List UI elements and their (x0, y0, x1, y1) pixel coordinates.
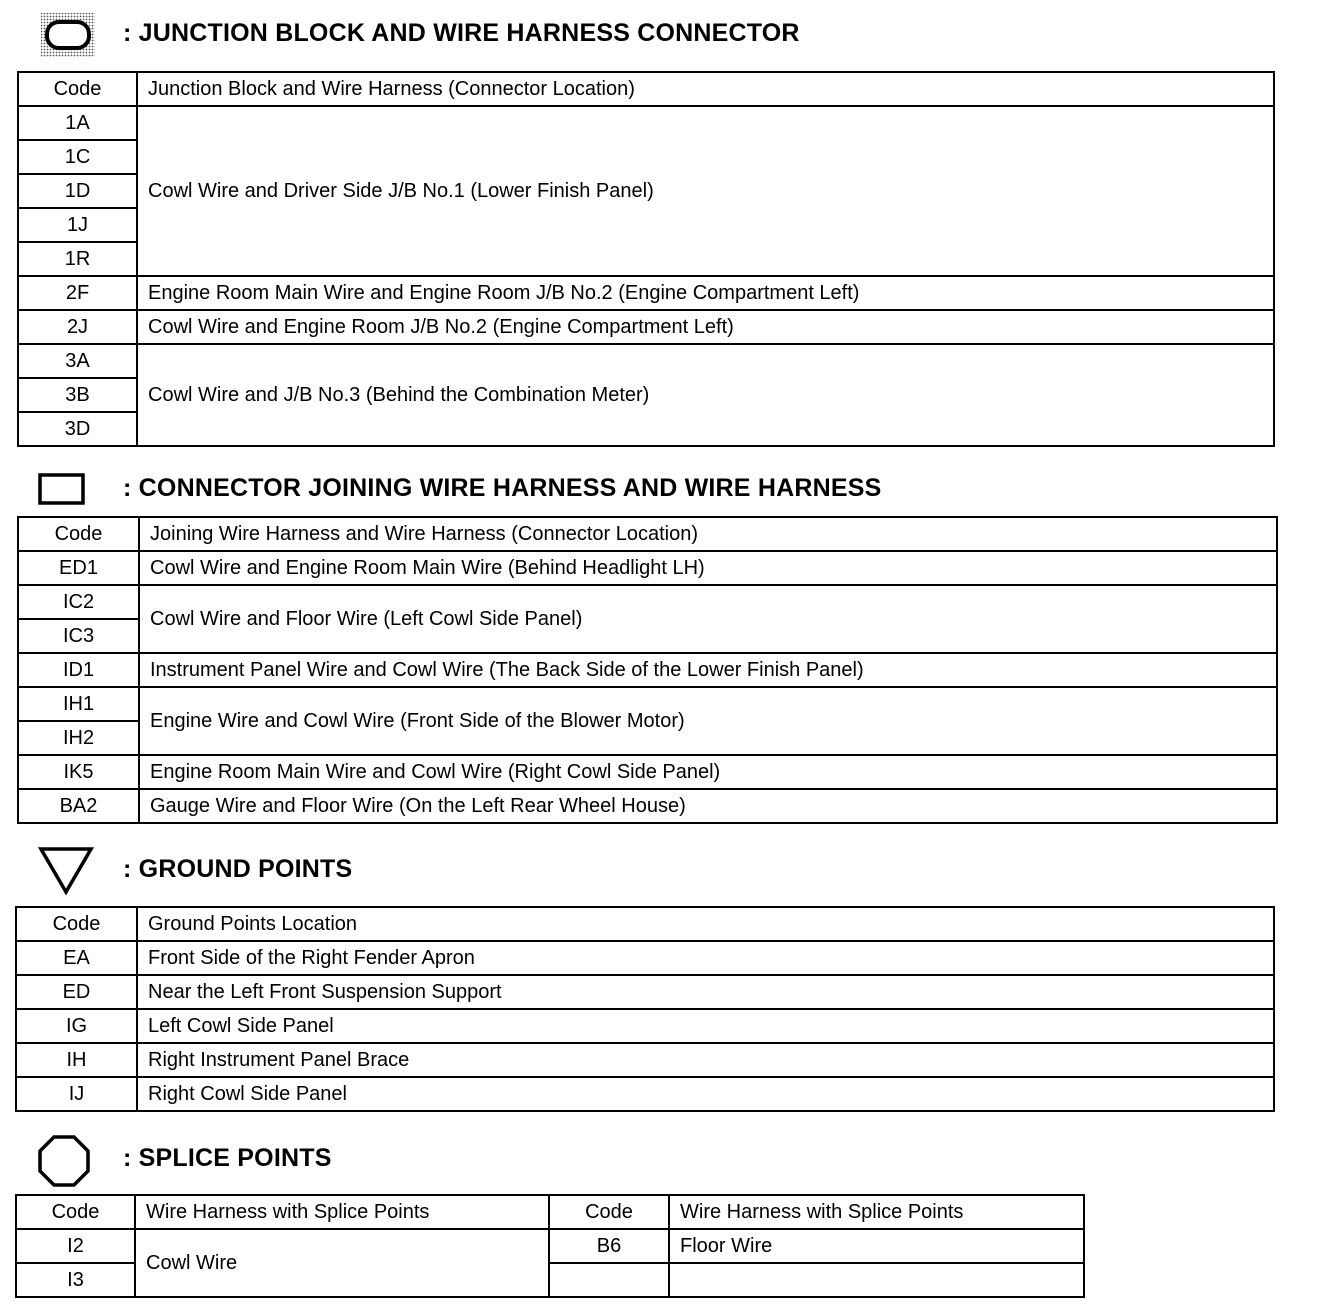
section-title-junction: : JUNCTION BLOCK AND WIRE HARNESS CONNECTOR (123, 19, 800, 47)
code-cell: 1D (18, 174, 137, 208)
dotted-rounded-rectangle-icon (40, 12, 96, 63)
desc-cell: Cowl Wire and Engine Room J/B No.2 (Engine Compartment Left) (137, 310, 1274, 344)
header-desc: Junction Block and Wire Harness (Connector Location) (137, 72, 1274, 106)
code-cell: ED1 (18, 551, 139, 585)
desc-cell: Cowl Wire (135, 1229, 549, 1297)
desc-cell: Cowl Wire and Engine Room Main Wire (Behind Headlight LH) (139, 551, 1277, 585)
code-cell (549, 1263, 669, 1297)
code-cell: IG (16, 1009, 137, 1043)
rectangle-icon (38, 472, 86, 511)
code-cell: I2 (16, 1229, 135, 1263)
table-row (18, 653, 1277, 687)
code-cell: IK5 (18, 755, 139, 789)
header-code: Code (18, 72, 137, 106)
table-row (18, 687, 1277, 721)
header-desc: Joining Wire Harness and Wire Harness (Connector Location) (139, 517, 1277, 551)
ground-table (15, 906, 1275, 1112)
splice-table-right (548, 1194, 1085, 1298)
code-cell: BA2 (18, 789, 139, 823)
table-header-row (16, 1195, 549, 1229)
junction-table (17, 71, 1275, 447)
desc-cell: Right Cowl Side Panel (137, 1077, 1274, 1111)
desc-cell: Right Instrument Panel Brace (137, 1043, 1274, 1077)
code-cell: I3 (16, 1263, 135, 1297)
code-cell: B6 (549, 1229, 669, 1263)
code-cell: 1A (18, 106, 137, 140)
octagon-icon (37, 1134, 91, 1193)
code-cell: IC2 (18, 585, 139, 619)
down-triangle-icon (38, 846, 94, 901)
code-cell: ID1 (18, 653, 139, 687)
table-row (18, 344, 1274, 378)
code-cell: 3A (18, 344, 137, 378)
table-row (549, 1229, 1084, 1263)
desc-cell: Engine Wire and Cowl Wire (Front Side of the Blower Motor) (139, 687, 1277, 755)
code-cell: IH2 (18, 721, 139, 755)
code-cell: 2J (18, 310, 137, 344)
desc-cell: Near the Left Front Suspension Support (137, 975, 1274, 1009)
header-code: Code (16, 907, 137, 941)
table-row (18, 755, 1277, 789)
table-row (18, 789, 1277, 823)
desc-cell: Engine Room Main Wire and Cowl Wire (Right Cowl Side Panel) (139, 755, 1277, 789)
table-header-row (16, 907, 1274, 941)
code-cell: 3B (18, 378, 137, 412)
table-header-row (549, 1195, 1084, 1229)
section-title-splice: : SPLICE POINTS (123, 1144, 332, 1172)
desc-cell: Front Side of the Right Fender Apron (137, 941, 1274, 975)
code-cell: IH1 (18, 687, 139, 721)
table-row (16, 1043, 1274, 1077)
code-cell: 1R (18, 242, 137, 276)
table-row (16, 1009, 1274, 1043)
splice-table-left (15, 1194, 550, 1298)
table-row (18, 310, 1274, 344)
code-cell: EA (16, 941, 137, 975)
header-code: Code (549, 1195, 669, 1229)
table-row (16, 941, 1274, 975)
desc-cell: Cowl Wire and J/B No.3 (Behind the Combination Meter) (137, 344, 1274, 446)
code-cell: IJ (16, 1077, 137, 1111)
table-row (16, 975, 1274, 1009)
table-header-row (18, 517, 1277, 551)
header-code: Code (16, 1195, 135, 1229)
table-row (18, 585, 1277, 619)
connector-table (17, 516, 1278, 824)
table-header-row (18, 72, 1274, 106)
desc-cell: Engine Room Main Wire and Engine Room J/B No.2 (Engine Compartment Left) (137, 276, 1274, 310)
desc-cell: Gauge Wire and Floor Wire (On the Left Rear Wheel House) (139, 789, 1277, 823)
desc-cell: Cowl Wire and Floor Wire (Left Cowl Side Panel) (139, 585, 1277, 653)
table-row (16, 1229, 549, 1263)
desc-cell: Cowl Wire and Driver Side J/B No.1 (Lower Finish Panel) (137, 106, 1274, 276)
desc-cell: Left Cowl Side Panel (137, 1009, 1274, 1043)
desc-cell: Instrument Panel Wire and Cowl Wire (The Back Side of the Lower Finish Panel) (139, 653, 1277, 687)
table-row (18, 276, 1274, 310)
header-desc: Wire Harness with Splice Points (669, 1195, 1084, 1229)
header-desc: Wire Harness with Splice Points (135, 1195, 549, 1229)
table-row (18, 551, 1277, 585)
code-cell: ED (16, 975, 137, 1009)
header-desc: Ground Points Location (137, 907, 1274, 941)
section-title-connector: : CONNECTOR JOINING WIRE HARNESS AND WIRE HARNESS (123, 474, 882, 502)
code-cell: 3D (18, 412, 137, 446)
table-row (18, 106, 1274, 140)
code-cell: 2F (18, 276, 137, 310)
table-row (16, 1077, 1274, 1111)
section-title-ground: : GROUND POINTS (123, 855, 353, 883)
code-cell: IC3 (18, 619, 139, 653)
header-code: Code (18, 517, 139, 551)
code-cell: 1C (18, 140, 137, 174)
code-cell: 1J (18, 208, 137, 242)
table-row (549, 1263, 1084, 1297)
desc-cell (669, 1263, 1084, 1297)
code-cell: IH (16, 1043, 137, 1077)
desc-cell: Floor Wire (669, 1229, 1084, 1263)
